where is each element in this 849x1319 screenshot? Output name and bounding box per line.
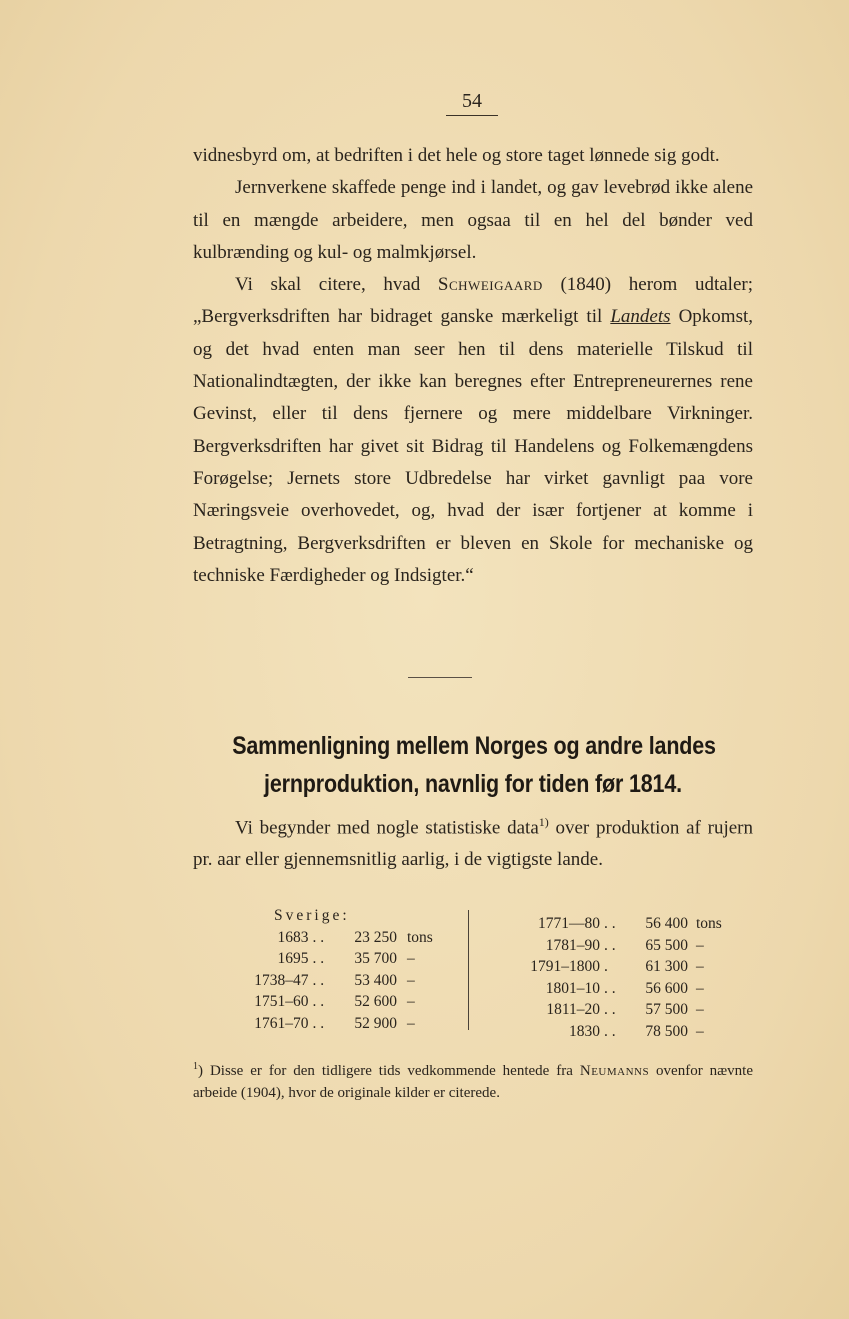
- cell-dots: . .: [604, 1022, 616, 1040]
- cell-dots: . .: [312, 1014, 325, 1032]
- footnote-after: ovenfor nævnte arbeide (1904), hvor de originale kilder er citerede.: [193, 1063, 753, 1101]
- stats-table-right: [480, 905, 750, 1043]
- cell-year: 1761–70: [254, 1014, 309, 1032]
- cell-value: 78 500: [645, 1022, 688, 1040]
- table-country-heading: Sverige:: [274, 907, 350, 924]
- table-row: [480, 935, 750, 957]
- table-row: [230, 927, 460, 949]
- paragraph-1: vidnesbyrd om, at bedriften i det hele og store taget lønnede sig godt.: [193, 145, 720, 166]
- intro-paragraph: [193, 806, 753, 876]
- cell-dots: . .: [604, 936, 616, 954]
- cell-unit: tons: [406, 928, 433, 946]
- body-text: [193, 140, 753, 592]
- cell-value: 57 500: [645, 1001, 688, 1019]
- table-row: [230, 1013, 460, 1035]
- cell-year: 1751–60: [254, 993, 309, 1011]
- paragraph-3-quote: [193, 269, 753, 592]
- table-row: [480, 913, 750, 935]
- cell-value: 56 400: [645, 915, 688, 932]
- emphasis-landets: Landets: [610, 306, 671, 328]
- heading-line-1: Sammenligning mellem Norges og andre landes: [232, 732, 716, 760]
- footnote-author-neumanns: Neumanns: [579, 1063, 650, 1079]
- page-number: 54: [446, 90, 498, 116]
- author-name-schweigaard: Schweigaard: [437, 274, 543, 296]
- cell-year: 1791–1800: [530, 958, 600, 976]
- table-row: [230, 991, 460, 1013]
- cell-value: 53 400: [354, 971, 397, 989]
- table-row: [480, 1021, 750, 1043]
- footnote-marker: 1: [193, 1061, 198, 1072]
- footnote-before: ) Disse er for den tidligere tids vedkommende hentede fra: [198, 1063, 580, 1079]
- cell-dots: . .: [312, 993, 325, 1011]
- cell-value: 52 900: [354, 1014, 397, 1032]
- cell-dots: . .: [312, 950, 325, 968]
- cell-value: 65 500: [645, 936, 688, 954]
- cell-unit: –: [696, 979, 704, 997]
- cell-unit: –: [696, 1001, 704, 1019]
- footnote: [193, 1056, 753, 1104]
- intro-after: over produktion af rujern pr. aar eller gjennemsnitlig aarlig, i de vigtigste lande.: [193, 817, 753, 871]
- right-rows: [480, 913, 750, 1043]
- cell-unit: tons: [696, 915, 722, 932]
- cell-unit: –: [406, 1014, 415, 1032]
- footnote-ref: 1): [538, 815, 549, 829]
- cell-dots: .: [604, 958, 608, 976]
- table-row: [480, 978, 750, 1000]
- intro-before: Vi begynder med nogle statistiske data: [235, 817, 539, 839]
- heading-line-2: jernproduktion, navnlig for tiden før 1814.: [264, 770, 682, 798]
- cell-year: 1771—80: [538, 915, 600, 932]
- cell-unit: –: [406, 971, 415, 989]
- section-divider: [408, 677, 472, 678]
- table-row: [480, 999, 750, 1021]
- cell-value: 23 250: [354, 928, 397, 946]
- intro-text: [193, 806, 753, 876]
- cell-unit: –: [406, 950, 415, 968]
- paragraph-3-after-name: (1840) herom udtaler; „Bergverksdriften har bidraget ganske mærkeligt til: [193, 274, 753, 328]
- right-spacer: [480, 905, 750, 913]
- cell-dots: . .: [604, 979, 616, 997]
- left-rows: [230, 927, 460, 1035]
- table-row: [230, 970, 460, 992]
- section-heading: [232, 727, 714, 803]
- table-row: [230, 948, 460, 970]
- cell-dots: . .: [312, 928, 325, 946]
- cell-year: 1695: [277, 950, 309, 968]
- stats-table-left: [230, 905, 460, 1035]
- paragraph-3-before: Vi skal citere, hvad: [235, 274, 438, 296]
- cell-value: 52 600: [354, 993, 397, 1011]
- table-row: [480, 956, 750, 978]
- cell-value: 56 600: [645, 979, 688, 997]
- cell-year: 1801–10: [545, 979, 600, 997]
- cell-value: 61 300: [645, 958, 688, 976]
- cell-dots: . .: [604, 1001, 616, 1019]
- cell-unit: –: [696, 958, 704, 976]
- cell-year: 1683: [277, 928, 309, 946]
- cell-year: 1830: [569, 1022, 600, 1040]
- cell-year: 1781–90: [545, 936, 600, 954]
- cell-unit: –: [696, 1022, 704, 1040]
- cell-year: 1811–20: [546, 1001, 600, 1019]
- cell-dots: . .: [604, 915, 616, 932]
- cell-year: 1738–47: [254, 971, 309, 989]
- cell-value: 35 700: [354, 950, 397, 968]
- table-column-divider: [468, 910, 469, 1030]
- paragraph-2: Jernverkene skaffede penge ind i landet, og gav levebrød ikke alene til en mængde arbeidere, men ogsaa til en hel del bønder ved kulbrænding og kul- og malmkjørsel.: [193, 177, 753, 263]
- cell-unit: –: [696, 936, 704, 954]
- cell-dots: . .: [312, 971, 325, 989]
- paragraph-3-rest: Opkomst, og det hvad enten man seer hen til dens materielle Tilskud til Nationalindtægten, der ikke kan beregnes efter Entrepreneurernes rene Gevinst, eller til dens fjernere og mere middelbare Virkninger. Bergverksdriften har givet sit Bidrag til Handelens og Folkemængdens Forøgelse; Jernets store Udbredelse har virket gavnligt paa vore Næringsveie overhovedet, og, hvad der især fortjener at komme i Betragtning, Bergverksdriften er bleven en Skole for mechaniske og techniske Færdigheder og Indsigter.“: [193, 306, 753, 586]
- cell-unit: –: [406, 993, 415, 1011]
